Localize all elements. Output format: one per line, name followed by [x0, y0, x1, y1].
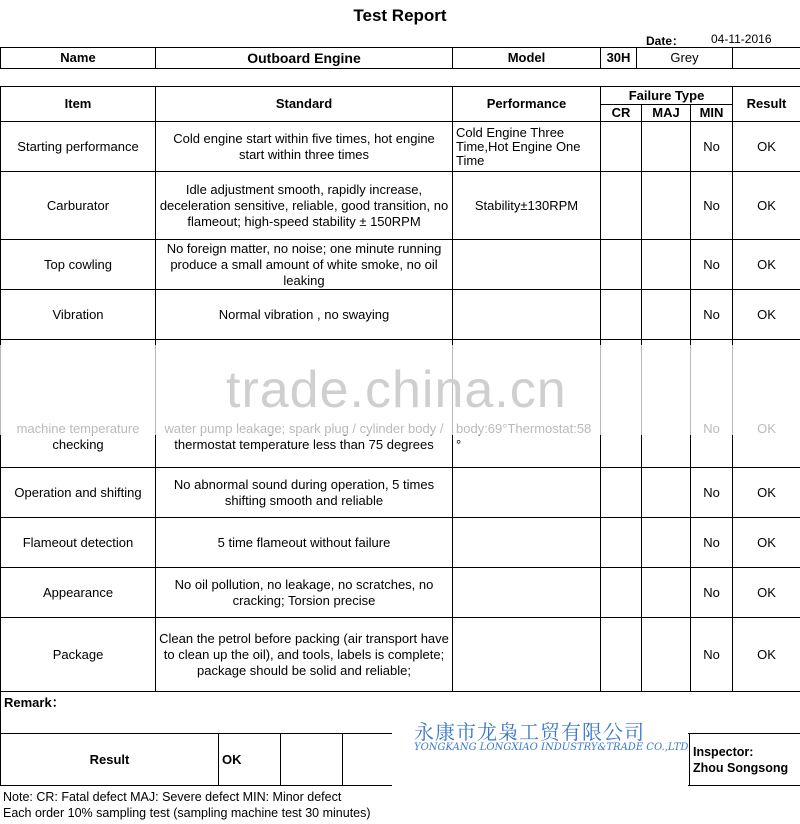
row-cr — [601, 290, 642, 340]
row-min: No — [691, 290, 733, 340]
row-item: Starting performance — [1, 122, 156, 172]
table-row — [1, 290, 800, 340]
row-performance — [453, 518, 601, 568]
row-standard: Clean the petrol before packing (air transport have to clean up the oil), and tools, labels is complete; package should be solid and reliable; — [156, 618, 453, 692]
table-row — [1, 172, 800, 240]
row-min: No — [691, 240, 733, 290]
col-header-maj: MAJ — [642, 105, 691, 122]
note-line: Note: CR: Fatal defect MAJ: Severe defect MIN: Minor defect — [3, 790, 342, 804]
row-performance — [453, 240, 601, 290]
row-min: No — [691, 468, 733, 518]
date-label: Date： — [646, 34, 685, 48]
inspector-name: Zhou Songsong — [693, 760, 789, 775]
row-result: OK — [733, 240, 800, 290]
row-result: OK — [733, 290, 800, 340]
result-label: Result — [1, 734, 219, 786]
row-result: OK — [733, 518, 800, 568]
col-header-failure-type: Failure Type — [601, 87, 733, 105]
col-header-standard: Standard — [156, 87, 453, 122]
row-maj — [642, 468, 691, 518]
row-item: Appearance — [1, 568, 156, 618]
row-item: Carburator — [1, 172, 156, 240]
row-result: OK — [733, 172, 800, 240]
row-performance — [453, 618, 601, 692]
row-standard: Cold engine start within five times, hot engine start within three times — [156, 122, 453, 172]
table-row — [1, 618, 800, 692]
col-header-min: MIN — [691, 105, 733, 122]
inspector-label: Inspector: — [693, 744, 754, 759]
row-performance: ° — [453, 340, 601, 468]
row-result: OK — [733, 122, 800, 172]
table-row — [1, 568, 800, 618]
row-min: No — [691, 618, 733, 692]
row-standard: 5 time flameout without failure — [156, 518, 453, 568]
model-value: 30H — [601, 48, 637, 69]
row-cr — [601, 122, 642, 172]
row-standard: No oil pollution, no leakage, no scratches, no cracking; Torsion precise — [156, 568, 453, 618]
row-performance: Stability±130RPM — [453, 172, 601, 240]
row-item: checking — [1, 340, 156, 468]
row-result: OK — [733, 618, 800, 692]
company-stamp-chinese: 永康市龙枭工贸有限公司 — [414, 720, 645, 744]
table-row — [1, 518, 800, 568]
row-maj — [642, 568, 691, 618]
row-min: No — [691, 122, 733, 172]
note-line: Each order 10% sampling test (sampling machine test 30 minutes) — [3, 806, 371, 820]
row-standard: No abnormal sound during operation, 5 times shifting smooth and reliable — [156, 468, 453, 518]
row-maj — [642, 240, 691, 290]
col-header-performance: Performance — [453, 87, 601, 122]
row-min: No — [691, 172, 733, 240]
row-item: Top cowling — [1, 240, 156, 290]
row-maj — [642, 290, 691, 340]
col-header-cr: CR — [601, 105, 642, 122]
result-value: OK — [219, 734, 281, 786]
product-header-table — [0, 47, 800, 69]
footnote — [3, 789, 371, 821]
row-item: Vibration — [1, 290, 156, 340]
row-min: No — [691, 518, 733, 568]
col-header-result: Result — [733, 87, 800, 122]
col-header-item: Item — [1, 87, 156, 122]
color-value: Grey — [637, 48, 733, 69]
row-performance: Cold Engine Three Time,Hot Engine One Time — [453, 122, 601, 172]
row-min: No — [691, 568, 733, 618]
date-value: 04-11-2016 — [711, 32, 772, 46]
name-label: Name — [1, 48, 156, 69]
row-item: Package — [1, 618, 156, 692]
row-cr — [601, 618, 642, 692]
row-cr — [601, 240, 642, 290]
row-standard: No foreign matter, no noise; one minute running produce a small amount of white smoke, no oil leaking — [156, 240, 453, 290]
row-cr — [601, 518, 642, 568]
row-performance — [453, 568, 601, 618]
row-cr — [601, 568, 642, 618]
company-stamp-english: YONGKANG LONGXIAO INDUSTRY&TRADE CO.,LTD — [414, 742, 689, 753]
report-title: Test Report — [353, 6, 447, 25]
row-cr — [601, 172, 642, 240]
row-standard: Normal vibration , no swaying — [156, 290, 453, 340]
model-label: Model — [453, 48, 601, 69]
row-performance — [453, 290, 601, 340]
remark-label: Remark： — [1, 692, 800, 734]
row-item: Flameout detection — [1, 518, 156, 568]
row-performance — [453, 468, 601, 518]
row-result: OK — [733, 468, 800, 518]
row-item: Operation and shifting — [1, 468, 156, 518]
table-row — [1, 468, 800, 518]
row-maj — [642, 122, 691, 172]
row-cr — [601, 468, 642, 518]
empty-cell — [281, 734, 343, 786]
empty-cell — [733, 48, 800, 69]
row-standard: thermostat temperature less than 75 degrees — [156, 340, 453, 468]
name-value: Outboard Engine — [156, 48, 453, 69]
row-maj — [642, 518, 691, 568]
watermark-text: trade.china.cn — [226, 361, 567, 419]
row-standard: Idle adjustment smooth, rapidly increase, deceleration sensitive, reliable, good transition, no flameout; high-speed stability ± 150RPM — [156, 172, 453, 240]
table-row — [1, 122, 800, 172]
row-maj — [642, 172, 691, 240]
table-row — [1, 240, 800, 290]
row-result: OK — [733, 568, 800, 618]
row-maj — [642, 618, 691, 692]
